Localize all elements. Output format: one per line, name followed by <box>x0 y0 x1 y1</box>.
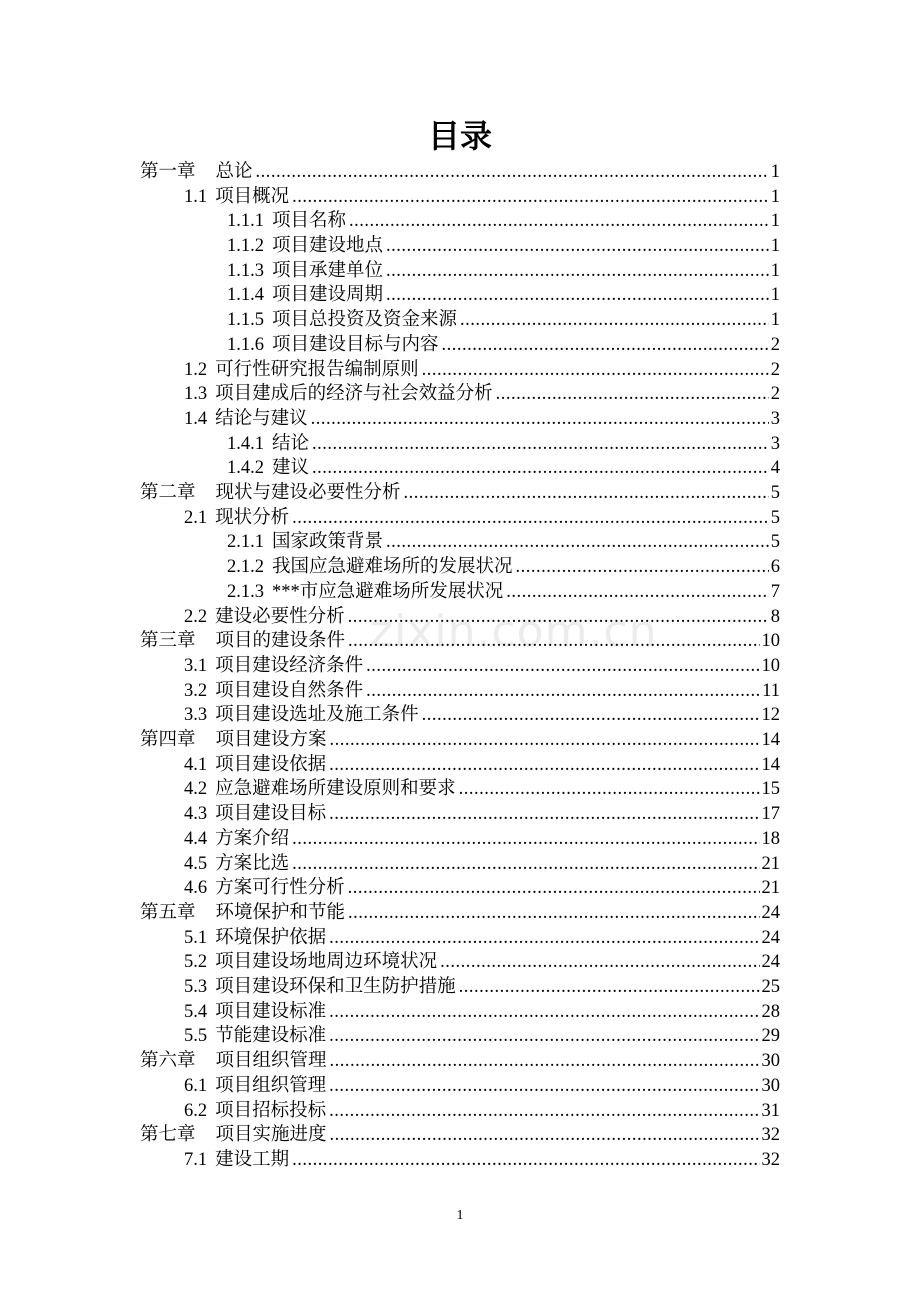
toc-entry-label: 我国应急避难场所的发展状况 <box>272 557 513 578</box>
toc-entry-label: 项目建设周期 <box>272 285 384 306</box>
toc-entry[interactable] <box>184 827 780 852</box>
toc-entry[interactable] <box>184 778 780 803</box>
toc-entry-number: 4.1 <box>184 754 208 775</box>
toc-entry-number: 5.2 <box>184 952 208 973</box>
toc-entry-label: 方案可行性分析 <box>215 878 345 899</box>
toc-entry-number: 1.1.2 <box>227 236 264 257</box>
toc-entry-label: 项目招标投标 <box>215 1100 327 1121</box>
toc-entry[interactable] <box>227 259 780 284</box>
toc-entry-page: 3 <box>770 408 780 429</box>
toc-entry-label: 项目建成后的经济与社会效益分析 <box>215 384 493 405</box>
toc-entry-page: 2 <box>770 334 780 355</box>
toc-entry-page: 18 <box>761 828 780 849</box>
toc-entry[interactable] <box>227 580 780 605</box>
dot-leader <box>292 506 769 531</box>
toc-entry-label: 节能建设标准 <box>215 1026 327 1047</box>
dot-leader <box>506 580 768 605</box>
toc-entry[interactable] <box>184 1074 780 1099</box>
dot-leader <box>496 382 769 407</box>
toc-entry-number: 1.1 <box>184 186 208 207</box>
toc-entry[interactable] <box>184 506 780 531</box>
toc-entry-label: 国家政策背景 <box>272 532 384 553</box>
toc-entry[interactable] <box>227 432 780 457</box>
toc-entry-number: 2.1.3 <box>227 581 264 602</box>
toc-entry-number: 4.4 <box>184 828 208 849</box>
toc-entry-label: 可行性研究报告编制原则 <box>215 359 419 380</box>
toc-entry[interactable] <box>184 802 780 827</box>
toc-entry[interactable] <box>140 481 780 506</box>
dot-leader <box>312 456 769 481</box>
toc-entry[interactable] <box>227 209 780 234</box>
toc-entry-number: 1.1.1 <box>227 211 264 232</box>
toc-entry-label: 环境保护和节能 <box>215 902 346 923</box>
toc-entry-label: 项目建设自然条件 <box>215 680 364 701</box>
toc-entry-page: 8 <box>770 606 780 627</box>
toc-entry-page: 2 <box>770 359 780 380</box>
toc-entry-page: 21 <box>761 878 780 899</box>
dot-leader <box>329 926 759 951</box>
dot-leader <box>386 234 769 259</box>
dot-leader <box>386 259 769 284</box>
toc-entry[interactable] <box>184 852 780 877</box>
toc-entry-number: 第二章 <box>140 483 196 504</box>
toc-entry-label: 项目组织管理 <box>215 1051 327 1072</box>
toc-entry[interactable] <box>227 284 780 309</box>
dot-leader <box>329 1024 759 1049</box>
dot-leader <box>348 629 759 654</box>
toc-entry[interactable] <box>184 1000 780 1025</box>
toc-entry-page: 1 <box>770 161 780 182</box>
toc-entry-number: 5.1 <box>184 927 208 948</box>
toc-entry-number: 2.1.2 <box>227 557 264 578</box>
dot-leader <box>386 530 769 555</box>
toc-entry[interactable] <box>184 753 780 778</box>
toc-entry[interactable] <box>140 1123 780 1148</box>
dot-leader <box>329 753 759 778</box>
toc-entry-number: 1.2 <box>184 359 208 380</box>
dot-leader <box>329 1074 759 1099</box>
toc-entry[interactable] <box>184 679 780 704</box>
dot-leader <box>329 802 759 827</box>
toc-entry-page: 24 <box>761 952 780 973</box>
dot-leader <box>459 777 760 802</box>
toc-entry-label: 项目建设标准 <box>215 1001 327 1022</box>
toc-entry-label: 项目建设选址及施工条件 <box>215 705 419 726</box>
toc-entry-label: 项目的建设条件 <box>215 631 346 652</box>
toc-entry-label: 项目概况 <box>215 186 290 207</box>
toc-entry-number: 1.4.1 <box>227 433 264 454</box>
dot-leader <box>256 160 769 185</box>
dot-leader <box>311 407 769 432</box>
toc-entry-label: 现状与建设必要性分析 <box>215 483 401 504</box>
toc-entry-page: 1 <box>770 236 780 257</box>
dot-leader <box>422 358 769 383</box>
toc-entry-number: 2.1 <box>184 507 208 528</box>
toc-entry-page: 3 <box>770 433 780 454</box>
toc-entry-page: 25 <box>761 977 780 998</box>
dot-leader <box>366 679 760 704</box>
dot-leader <box>292 852 759 877</box>
toc-entry[interactable] <box>184 975 780 1000</box>
toc-entry-label: 项目实施进度 <box>215 1125 327 1146</box>
toc-entry-label: 结论与建议 <box>215 408 308 429</box>
toc-entry-label: 项目建设地点 <box>272 236 384 257</box>
toc-entry-label: 项目建设依据 <box>215 754 327 775</box>
dot-leader <box>348 876 760 901</box>
toc-entry-page: 11 <box>762 680 780 701</box>
dot-leader <box>516 555 769 580</box>
toc-entry-number: 1.4 <box>184 408 208 429</box>
toc-entry-page: 1 <box>770 186 780 207</box>
dot-leader <box>460 308 769 333</box>
toc-entry-label: 项目总投资及资金来源 <box>272 310 458 331</box>
toc-entry-label: ***市应急避难场所发展状况 <box>272 581 504 602</box>
dot-leader <box>329 1099 759 1124</box>
dot-leader <box>330 1123 760 1148</box>
toc-entry-number: 5.3 <box>184 977 208 998</box>
toc-entry[interactable] <box>184 926 780 951</box>
toc-entry-number: 第七章 <box>140 1125 196 1146</box>
page-title: 目录 <box>427 117 492 155</box>
toc-entry-page: 1 <box>770 260 780 281</box>
toc-entry-number: 4.2 <box>184 779 208 800</box>
watermark: zixin.com.cn <box>370 606 658 657</box>
toc-entry[interactable] <box>184 382 780 407</box>
toc-entry-label: 方案比选 <box>215 853 290 874</box>
toc-entry-label: 项目建设目标 <box>215 804 327 825</box>
toc-entry[interactable] <box>140 901 780 926</box>
toc-entry-number: 6.1 <box>184 1075 208 1096</box>
dot-leader <box>348 901 759 926</box>
toc-entry[interactable] <box>184 654 780 679</box>
toc-entry-page: 1 <box>770 310 780 331</box>
toc-entry-label: 建设工期 <box>215 1149 290 1170</box>
dot-leader <box>440 950 759 975</box>
dot-leader <box>366 654 759 679</box>
dot-leader <box>422 703 760 728</box>
toc-entry-page: 15 <box>761 779 780 800</box>
dot-leader <box>292 827 759 852</box>
toc-entry-label: 项目建设经济条件 <box>215 655 364 676</box>
toc-entry[interactable] <box>227 456 780 481</box>
toc-entry[interactable] <box>184 1148 780 1173</box>
toc-entry[interactable] <box>184 358 780 383</box>
toc-entry-page: 21 <box>761 853 780 874</box>
toc-entry[interactable] <box>140 629 780 654</box>
toc-entry-page: 30 <box>761 1075 780 1096</box>
toc-entry[interactable] <box>184 876 780 901</box>
toc-entry-page: 14 <box>761 754 780 775</box>
dot-leader <box>348 605 769 630</box>
toc-entry-number: 1.1.3 <box>227 260 264 281</box>
toc-entry-page: 10 <box>761 631 780 652</box>
dot-leader <box>330 728 760 753</box>
toc-entry-number: 第五章 <box>140 902 196 923</box>
toc-entry-page: 30 <box>761 1051 780 1072</box>
dot-leader <box>386 283 769 308</box>
toc-entry-page: 24 <box>761 927 780 948</box>
toc-entry-page: 17 <box>761 804 780 825</box>
toc-entry[interactable] <box>227 555 780 580</box>
toc-entry-label: 项目承建单位 <box>272 260 384 281</box>
toc-entry-label: 建议 <box>272 458 310 479</box>
toc-entry-number: 4.6 <box>184 878 208 899</box>
toc-entry-number: 3.3 <box>184 705 208 726</box>
toc-entry-number: 3.2 <box>184 680 208 701</box>
toc-entry-page: 24 <box>761 902 780 923</box>
toc-entry[interactable] <box>184 407 780 432</box>
toc-entry-label: 项目建设场地周边环境状况 <box>215 952 438 973</box>
toc-entry-label: 现状分析 <box>215 507 290 528</box>
toc-entry[interactable] <box>227 308 780 333</box>
toc-entry-number: 6.2 <box>184 1100 208 1121</box>
toc-entry-label: 方案介绍 <box>215 828 290 849</box>
toc-entry[interactable] <box>227 531 780 556</box>
toc-entry[interactable] <box>184 185 780 210</box>
toc-entry-page: 10 <box>761 655 780 676</box>
toc-entry[interactable] <box>140 1049 780 1074</box>
toc-entry[interactable] <box>140 160 780 185</box>
page-number-footer: 1 <box>456 1208 464 1223</box>
toc-entry[interactable] <box>184 605 780 630</box>
toc-entry[interactable] <box>184 1025 780 1050</box>
toc-entry-number: 1.1.4 <box>227 285 264 306</box>
dot-leader <box>292 1148 759 1173</box>
dot-leader <box>312 432 769 457</box>
toc-entry-label: 总论 <box>215 161 253 182</box>
toc-entry-number: 1.3 <box>184 384 208 405</box>
toc-entry[interactable] <box>227 234 780 259</box>
toc-entry-label: 项目名称 <box>272 211 347 232</box>
toc-entry[interactable] <box>184 1099 780 1124</box>
toc-entry-number: 第六章 <box>140 1051 196 1072</box>
dot-leader <box>349 209 769 234</box>
toc-entry-page: 32 <box>761 1149 780 1170</box>
toc-entry-number: 4.5 <box>184 853 208 874</box>
dot-leader <box>330 1049 760 1074</box>
toc-entry-number: 2.1.1 <box>227 532 264 553</box>
toc-entry-number: 5.5 <box>184 1026 208 1047</box>
toc-entry-page: 29 <box>761 1026 780 1047</box>
toc-entry-number: 4.3 <box>184 804 208 825</box>
toc-entry-page: 5 <box>770 483 780 504</box>
toc-entry-number: 2.2 <box>184 606 208 627</box>
toc-entry-label: 项目建设方案 <box>215 730 327 751</box>
toc-entry-page: 1 <box>770 211 780 232</box>
toc-entry[interactable] <box>184 950 780 975</box>
toc-entry-page: 2 <box>770 384 780 405</box>
dot-leader <box>442 333 769 358</box>
toc-entry-label: 项目建设环保和卫生防护措施 <box>215 977 456 998</box>
dot-leader <box>459 975 760 1000</box>
toc-entry-label: 项目组织管理 <box>215 1075 327 1096</box>
toc-entry-label: 建设必要性分析 <box>215 606 345 627</box>
toc-entry-number: 第四章 <box>140 730 196 751</box>
toc-entry-number: 第一章 <box>140 161 196 182</box>
toc-entry-number: 1.4.2 <box>227 458 264 479</box>
toc-entry[interactable] <box>184 703 780 728</box>
toc-entry-number: 3.1 <box>184 655 208 676</box>
toc-entry-number: 7.1 <box>184 1149 208 1170</box>
toc-entry-page: 28 <box>761 1001 780 1022</box>
toc-entry-label: 环境保护依据 <box>215 927 327 948</box>
toc-entry-page: 5 <box>770 532 780 553</box>
toc-entry-page: 32 <box>761 1125 780 1146</box>
toc-entry-label: 结论 <box>272 433 310 454</box>
dot-leader <box>329 1000 759 1025</box>
toc-entry-number: 5.4 <box>184 1001 208 1022</box>
toc-entry-label: 应急避难场所建设原则和要求 <box>215 779 456 800</box>
toc-entry-page: 12 <box>761 705 780 726</box>
toc-entry-page: 1 <box>770 285 780 306</box>
toc-entry-number: 1.1.5 <box>227 310 264 331</box>
dot-leader <box>292 185 769 210</box>
toc-entry[interactable] <box>140 728 780 753</box>
toc-entry-page: 14 <box>761 730 780 751</box>
toc-entry-page: 7 <box>770 581 780 602</box>
toc-entry[interactable] <box>227 333 780 358</box>
toc-entry-page: 4 <box>770 458 780 479</box>
toc-entry-number: 1.1.6 <box>227 334 264 355</box>
toc-entry-number: 第三章 <box>140 631 196 652</box>
dot-leader <box>404 481 769 506</box>
toc-entry-page: 6 <box>770 557 780 578</box>
toc-entry-page: 31 <box>761 1100 780 1121</box>
toc-entry-label: 项目建设目标与内容 <box>272 334 439 355</box>
toc-entry-page: 5 <box>770 507 780 528</box>
